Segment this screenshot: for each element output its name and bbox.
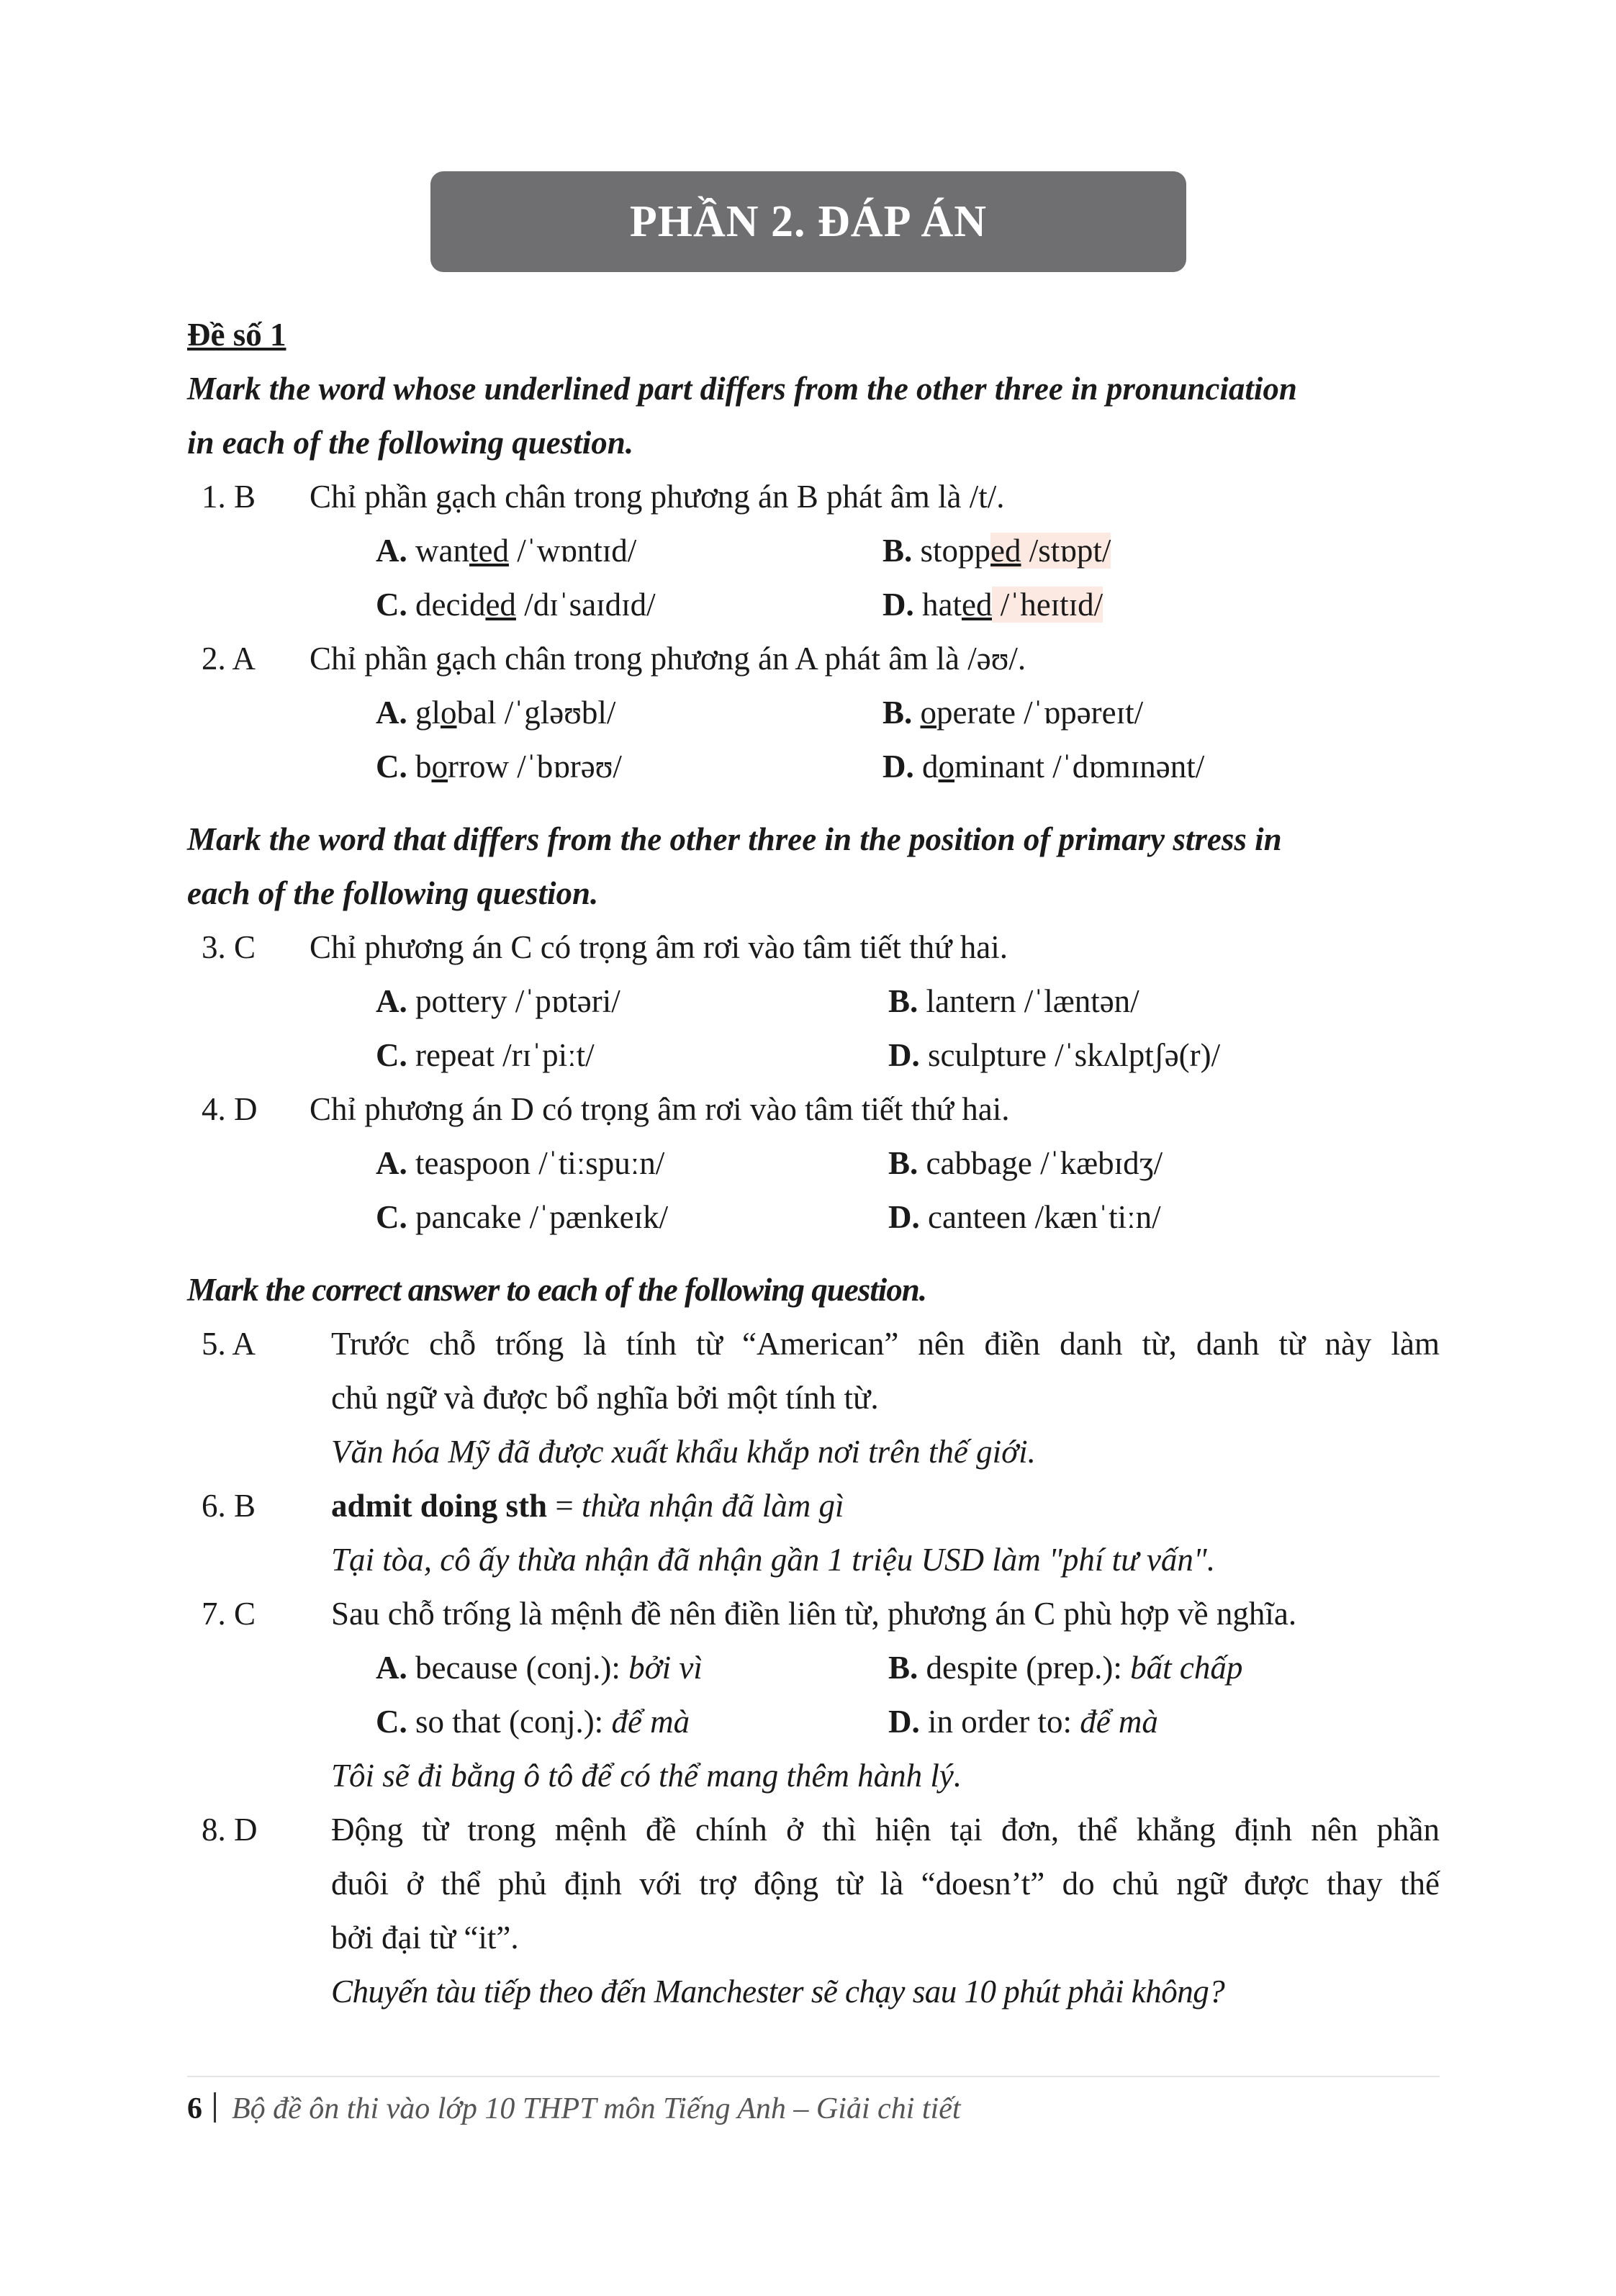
option-b: B. despite (prep.): bất chấp (888, 1650, 1243, 1686)
options-row (187, 1029, 1440, 1083)
explanation-text: chủ ngữ và được bổ nghĩa bởi một tính từ. (331, 1380, 879, 1416)
options-row (187, 1641, 1440, 1695)
options-row (187, 1136, 1440, 1190)
option-d: D. dominant /ˈdɒmɪnənt/ (883, 749, 1205, 785)
question-1 (187, 470, 1440, 524)
question-5 (187, 1317, 1440, 1371)
options-row (187, 740, 1440, 794)
option-c: C. repeat /rɪˈpiːt/ (376, 1037, 595, 1073)
question-8 (187, 1803, 1440, 1857)
footer-separator (214, 2092, 216, 2123)
translation-text: Tôi sẽ đi bằng ô tô để có thể mang thêm hành lý. (331, 1758, 962, 1794)
options-row (187, 975, 1440, 1029)
option-c: C. borrow /ˈbɒrəʊ/ (376, 749, 622, 785)
question-number: 6. B (202, 1488, 256, 1524)
question-7 (187, 1587, 1440, 1641)
option-a: A. teaspoon /ˈtiːspuːn/ (376, 1145, 665, 1181)
translation-text: Tại tòa, cô ấy thừa nhận đã nhận gần 1 triệu USD làm "phí tư vấn". (331, 1542, 1216, 1578)
page-footer (187, 2084, 961, 2134)
question-6 (187, 1479, 1440, 1533)
explanation: Chỉ phần gạch chân trong phương án B phát âm là /t/. (310, 479, 1005, 515)
option-d: D. in order to: để mà (888, 1704, 1158, 1740)
option-a: A. because (conj.): bởi vì (376, 1650, 703, 1686)
question-3 (187, 921, 1440, 975)
translation (187, 1533, 1440, 1587)
question-number: 4. D (202, 1091, 258, 1127)
option-d: D. canteen /kænˈtiːn/ (888, 1199, 1161, 1235)
explanation: Động từ trong mệnh đề chính ở thì hiện tại đơn, thể khẳng định nên phần (331, 1812, 1440, 1848)
explanation-cont (187, 1911, 1440, 1965)
explanation: Trước chỗ trống là tính từ “American” nên điền danh từ, danh từ này làm (331, 1326, 1440, 1362)
question-number: 2. A (202, 641, 256, 677)
question-4 (187, 1083, 1440, 1136)
page-number: 6 (187, 2092, 202, 2125)
translation-text: Văn hóa Mỹ đã được xuất khẩu khắp nơi trên thế giới. (331, 1434, 1036, 1470)
instruction-pronunciation: Mark the word whose underlined part differs from the other three in pronunciation (187, 371, 1297, 407)
question-number: 1. B (202, 479, 256, 515)
option-d: D. sculpture /ˈskʌlptʃə(r)/ (888, 1037, 1221, 1073)
explanation-cont (187, 1857, 1440, 1911)
option-a: A. wanted /ˈwɒntɪd/ (376, 533, 637, 569)
question-number: 8. D (202, 1812, 258, 1848)
option-b: B. stopped /stɒpt/ (883, 533, 1111, 569)
footer-divider (187, 2076, 1440, 2077)
explanation-text: đuôi ở thể phủ định với trợ động từ là “doesn’t” do chủ ngữ được thay thế (331, 1866, 1440, 1902)
question-number: 3. C (202, 929, 256, 965)
instruction-correct-answer: Mark the correct answer to each of the following question. (187, 1272, 927, 1308)
explanation: Chỉ phương án C có trọng âm rơi vào tâm tiết thứ hai. (310, 929, 1008, 965)
options-row (187, 578, 1440, 632)
explanation: admit doing sth = thừa nhận đã làm gì (331, 1488, 844, 1524)
option-b: B. operate /ˈɒpəreɪt/ (883, 695, 1144, 731)
explanation-text: bởi đại từ “it”. (331, 1920, 519, 1956)
instruction-stress: Mark the word that differs from the other three in the position of primary stress in (187, 821, 1282, 857)
instruction-pronunciation-cont: in each of the following question. (187, 425, 634, 461)
translation (187, 1425, 1440, 1479)
translation (187, 1749, 1440, 1803)
test-heading-text: Đề số 1 (187, 317, 286, 353)
options-row (187, 1695, 1440, 1749)
option-c: C. so that (conj.): để mà (376, 1704, 690, 1740)
test-heading (187, 308, 1440, 362)
translation (187, 1965, 1440, 2019)
option-c: C. pancake /ˈpænkeɪk/ (376, 1199, 669, 1235)
question-2 (187, 632, 1440, 686)
option-b: B. lantern /ˈlæntən/ (888, 983, 1139, 1019)
options-row (187, 686, 1440, 740)
options-row (187, 524, 1440, 578)
explanation: Sau chỗ trống là mệnh đề nên điền liên từ, phương án C phù hợp về nghĩa. (331, 1596, 1297, 1632)
option-a: A. global /ˈgləʊbl/ (376, 695, 616, 731)
question-number: 5. A (202, 1326, 256, 1362)
option-b: B. cabbage /ˈkæbɪdʒ/ (888, 1145, 1163, 1181)
translation-text: Chuyến tàu tiếp theo đến Manchester sẽ chạy sau 10 phút phải không? (331, 1974, 1225, 2010)
explanation: Chỉ phần gạch chân trong phương án A phát âm là /əʊ/. (310, 641, 1026, 677)
explanation-cont (187, 1371, 1440, 1425)
explanation: Chỉ phương án D có trọng âm rơi vào tâm tiết thứ hai. (310, 1091, 1010, 1127)
book-title: Bộ đề ôn thi vào lớp 10 THPT môn Tiếng Anh – Giải chi tiết (232, 2092, 961, 2125)
section-banner: PHẦN 2. ĐÁP ÁN (430, 171, 1186, 272)
options-row (187, 1190, 1440, 1244)
instruction-stress-cont: each of the following question. (187, 875, 599, 911)
option-d: D. hated /ˈheɪtɪd/ (883, 587, 1103, 623)
answer-content (187, 308, 1440, 2019)
option-c: C. decided /dɪˈsaɪdɪd/ (376, 587, 656, 623)
option-a: A. pottery /ˈpɒtəri/ (376, 983, 620, 1019)
question-number: 7. C (202, 1596, 256, 1632)
